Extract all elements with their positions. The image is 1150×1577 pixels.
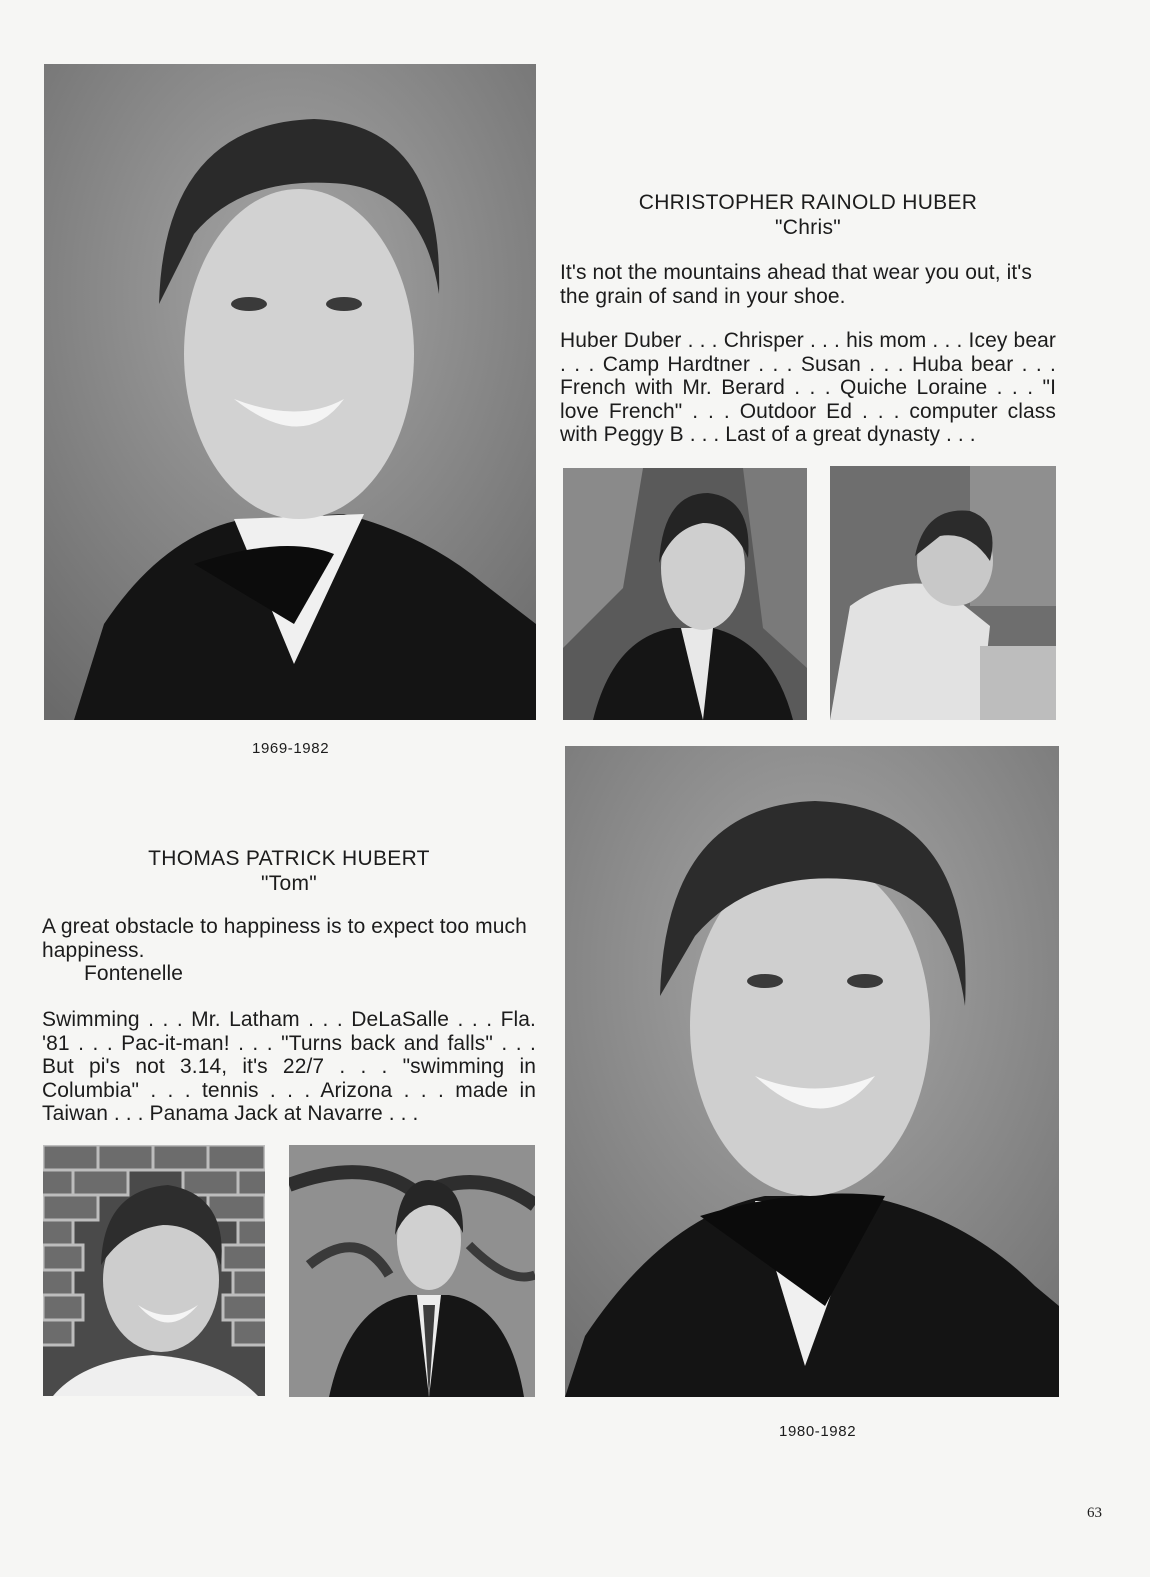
senior-name-chris: CHRISTOPHER RAINOLD HUBER "Chris" <box>560 190 1056 240</box>
memories-chris: Huber Duber . . . Chrisper . . . his mom . . . Icey bear . . . Camp Hardtner . . . Susan . . . Huba bear . . . French with Mr. Berard . . . Quiche Loraine . . . "I love French" . . . Outdoor Ed . . . computer class with Peggy B . . . Last of a great dynasty . . . <box>560 329 1056 446</box>
quote-author-tom: Fontenelle <box>84 962 184 985</box>
candid-photo-tom-brick-wall <box>43 1145 265 1396</box>
portrait-photo-tom-hubert <box>565 746 1059 1397</box>
quote-tom: A great obstacle to happiness is to expect too much happiness. Fontenelle <box>42 915 536 986</box>
senior-name-tom: THOMAS PATRICK HUBERT "Tom" <box>42 846 536 896</box>
candid-photo-chris-classroom <box>830 466 1056 720</box>
page-number: 63 <box>1087 1505 1102 1521</box>
memories-tom: Swimming . . . Mr. Latham . . . DeLaSalle . . . Fla. '81 . . . Pac-it-man! . . . "Turns back and falls" . . . But pi's not 3.14, it's 22/7 . . . "swimming in Columbia" . . . tennis . . . Arizona . . . made in Taiwan . . . Panama Jack at Navarre . . . <box>42 1008 536 1125</box>
years-tom: 1980-1982 <box>779 1423 857 1440</box>
nickname-tom: "Tom" <box>260 872 318 895</box>
nickname-chris: "Chris" <box>774 216 841 239</box>
candid-photo-chris-suit <box>563 468 807 720</box>
quote-chris: It's not the mountains ahead that wear you out, it's the grain of sand in your shoe. <box>560 261 1032 308</box>
portrait-photo-chris-huber <box>44 64 536 720</box>
years-chris: 1969-1982 <box>252 740 330 757</box>
candid-photo-tom-suit-oak <box>289 1145 535 1397</box>
